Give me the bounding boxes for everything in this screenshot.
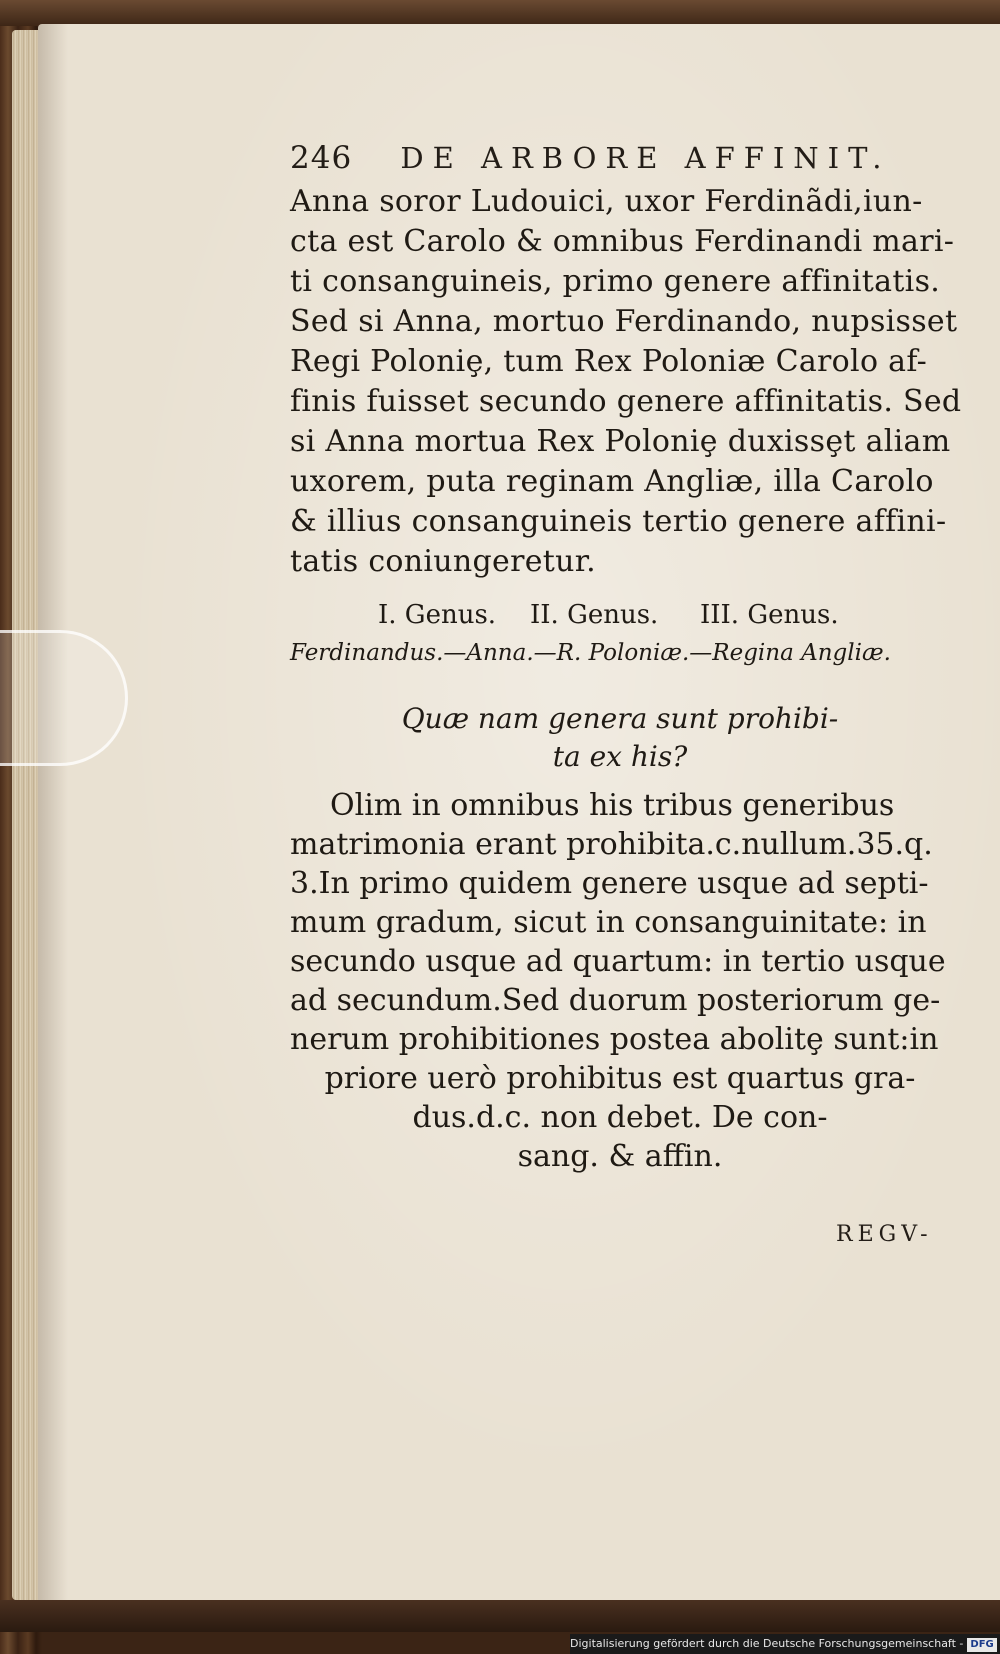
answer-paragraph: [290, 786, 950, 1176]
answer-line: nerum prohibitiones postea abolitȩ sunt:in: [290, 1022, 939, 1057]
dfg-logo: DFG: [967, 1638, 996, 1652]
answer-line: sang. & affin.: [517, 1139, 723, 1174]
question-line-1: Quæ nam genera sunt prohibi-: [401, 702, 839, 735]
body-line: si Anna mortua Rex Poloniȩ duxissȩt aliam: [290, 424, 951, 459]
body-line: Anna soror Ludouici, uxor Ferdinãdi,iun-: [290, 184, 923, 219]
genus-header-2: II. Genus.: [530, 600, 659, 630]
genus-header-1: I. Genus.: [378, 600, 497, 630]
book-top-edge: [0, 0, 1000, 26]
body-line: & illius consanguineis tertio genere affini-: [290, 504, 947, 539]
answer-line: Olim in omnibus his tribus generibus: [330, 788, 895, 823]
dfg-credit-text: Digitalisierung gefördert durch die Deutsche Forschungsgemeinschaft -: [570, 1637, 964, 1650]
dfg-credit-bar: [570, 1634, 1000, 1654]
page-number: 246: [290, 140, 353, 176]
body-line: uxorem, puta reginam Angliæ, illa Carolo: [290, 464, 934, 499]
body-line: Regi Poloniȩ, tum Rex Poloniæ Carolo af-: [290, 344, 928, 379]
body-line: ti consanguineis, primo genere affinitatis.: [290, 264, 941, 299]
body-paragraph: [290, 182, 962, 582]
genus-names-row: Ferdinandus.—Anna.—R. Poloniæ.—Regina Angliæ.: [290, 640, 891, 666]
body-line: finis fuisset secundo genere affinitatis. Sed: [290, 384, 962, 419]
answer-line: priore uerò prohibitus est quartus gra-: [324, 1061, 916, 1096]
body-line: tatis coniungeretur.: [290, 544, 596, 579]
catchword: REGV-: [836, 1222, 933, 1247]
body-line: Sed si Anna, mortuo Ferdinando, nupsisset: [290, 304, 958, 339]
running-head: [290, 140, 890, 176]
answer-line: dus.d.c. non debet. De con-: [412, 1100, 828, 1135]
page-edges: [12, 30, 38, 1600]
answer-line: secundo usque ad quartum: in tertio usque: [290, 944, 946, 979]
genus-header-3: III. Genus.: [700, 600, 839, 630]
answer-line: 3.In primo quidem genere usque ad septi-: [290, 866, 929, 901]
book-bottom-edge: [0, 1600, 1000, 1632]
running-head-title: DE ARBORE AFFINIT.: [400, 141, 891, 175]
answer-line: ad secundum.Sed duorum posteriorum ge-: [290, 983, 941, 1018]
body-line: cta est Carolo & omnibus Ferdinandi mari-: [290, 224, 955, 259]
answer-line: matrimonia erant prohibita.c.nullum.35.q.: [290, 827, 933, 862]
question-line-2: ta ex his?: [552, 740, 688, 773]
answer-line: mum gradum, sicut in consanguinitate: in: [290, 905, 927, 940]
